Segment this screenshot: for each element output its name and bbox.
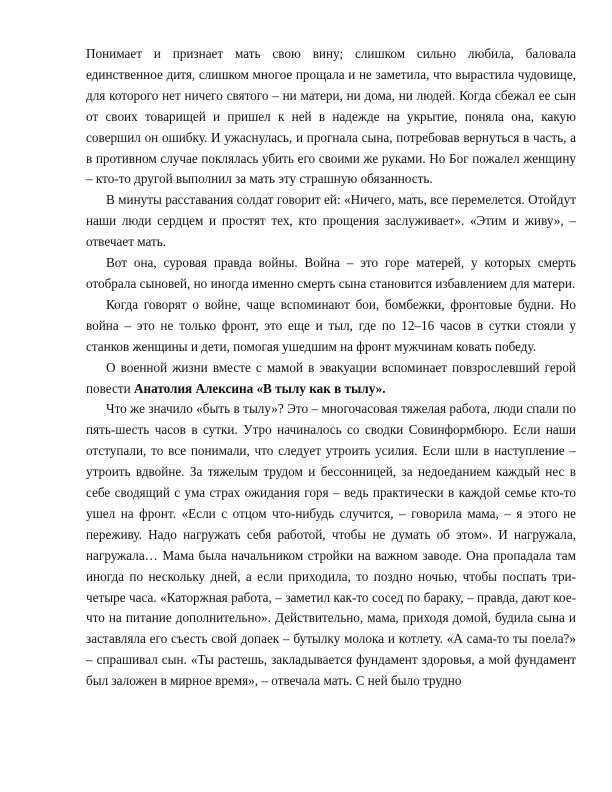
paragraph-text: Что же значило «быть в тылу»? Это – многочасовая тяжелая работа, люди спали по пять-шесть часов в сутки. Утро начиналось со сводки Совинформбюро. Если наши отступали, то все понимали, что следует утроить усилия. Если шли в наступление – утроить вдвойне. За тяжелым трудом и бессонницей, за недоеданием каждый нес в себе сводящий с ума страх ожидания горя – ведь практически в каждой семье кто-то ушел на фронт. «Если с отцом что-нибудь случится, – говорила мама, – я этого не переживу. Надо нагружать себя работой, чтобы не думать об этом». И нагружала, нагружала… Мама была начальником стройки на важном заводе. Она пропадала там иногда по нескольку дней, а если приходила, то поздно ночью, чтобы поспать три-четыре часа. «Каторжная работа, – заметил как-то сосед по бараку, – правда, дают кое-что на питание дополнительно». Действительно, мама, приходя домой, будила сына и заставляла его съесть свой допаек – бутылку молока и котлету. «А сама-то ты поела?» – спрашивал сын. «Ты растешь, закладывается фундамент здоровья, а мой фундамент был заложен в мирное время», – отвечала мать. С ней было трудно	[86, 401, 576, 689]
paragraph-text: Когда говорят о войне, чаще вспоминают бои, бомбежки, фронтовые будни. Но война – это не только фронт, это еще и тыл, где по 12–16 часов в сутки стояли у станков женщины и дети, помогая ушедшим на фронт мужчинам ковать победу.	[86, 296, 576, 354]
paragraph-text: Вот она, суровая правда войны. Война – это горе матерей, у которых смерть отобрала сыновей, но иногда именно смерть сына становится избавлением для матери.	[86, 255, 576, 291]
book-reference: Анатолия Алексина «В тылу как в тылу».	[133, 380, 386, 396]
paragraph-text: О военной жизни вместе с мамой в эвакуации вспоминает повзрослевший герой повести	[86, 359, 576, 396]
paragraph-5	[86, 358, 576, 400]
paragraph-6	[86, 399, 576, 692]
paragraph-4	[86, 295, 576, 358]
paragraph-2	[86, 190, 576, 253]
paragraph-1	[86, 44, 576, 190]
paragraph-text: В минуты расставания солдат говорит ей: «Ничего, мать, все перемелется. Отойдут наши люди сердцем и простят тех, кто прощения заслуживает». «Этим и живу», – отвечает мать.	[86, 192, 576, 250]
paragraph-text: Понимает и признает мать свою вину; слишком сильно любила, баловала единственное дитя, слишком многое прощала и не заметила, что вырастила чудовище, для которого нет ничего святого – ни матери, ни дома, ни людей. Когда сбежал ее сын от своих товарищей и пришел к ней в надежде на укрытие, поняла она, какую совершил он ошибку. И ужаснулась, и прогнала сына, потребовав вернуться в часть, а в противном случае поклялась убить его своими же руками. Но Бог пожалел женщину – кто-то другой выполнил за мать эту страшную обязанность.	[86, 46, 576, 187]
paragraph-3	[86, 253, 576, 295]
